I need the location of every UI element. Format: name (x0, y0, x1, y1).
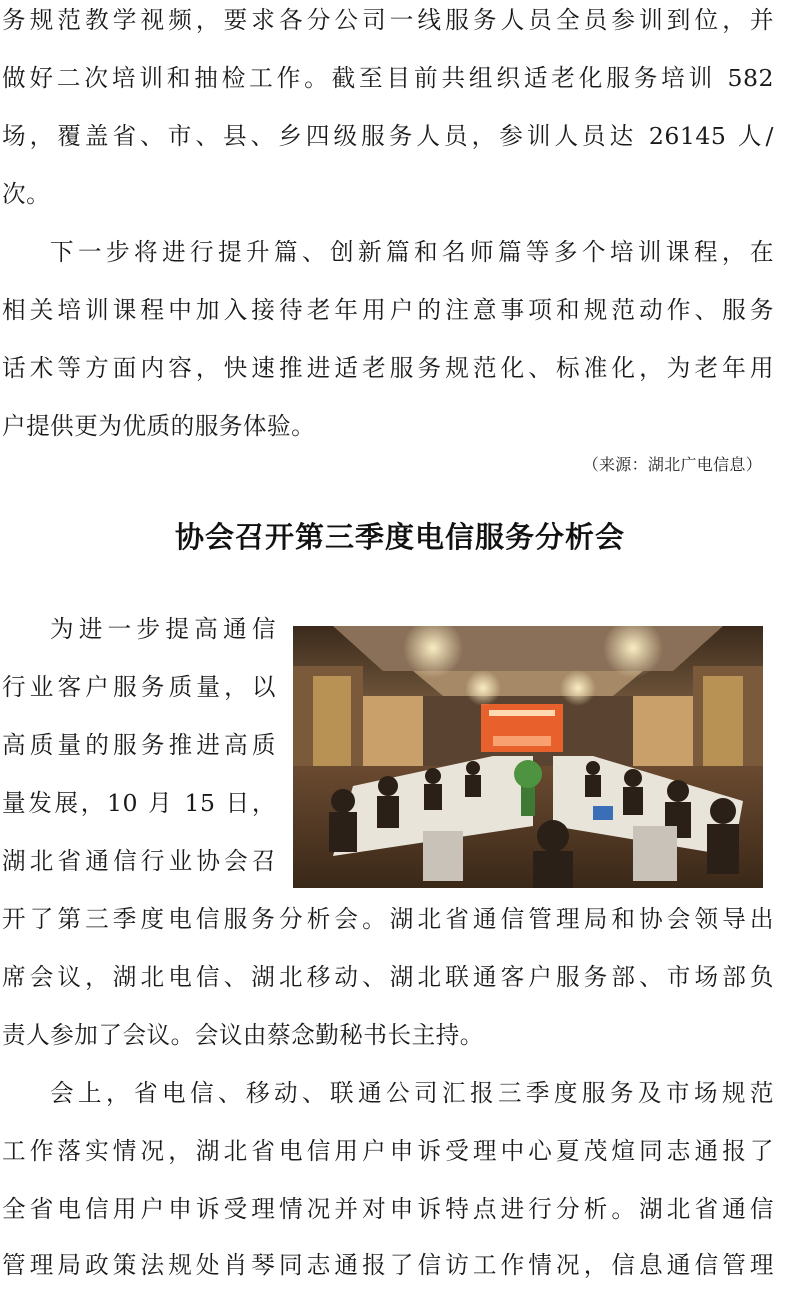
text-line: 户提供更为优质的服务体验。 (2, 412, 316, 440)
text-line: 工作落实情况，湖北省电信用户申诉受理中心夏茂煊同志通报了 (2, 1137, 774, 1165)
text-line: 为进一步提高通信 (50, 615, 276, 643)
text-line: 相关培训课程中加入接待老年用户的注意事项和规范动作、服务 (2, 296, 774, 324)
text-line: 开了第三季度电信服务分析会。湖北省通信管理局和协会领导出 (2, 905, 774, 933)
text-line: 务规范教学视频，要求各分公司一线服务人员全员参训到位，并 (2, 6, 774, 34)
text-line: 席会议，湖北电信、湖北移动、湖北联通客户服务部、市场部负 (2, 963, 774, 991)
text-line: 会上，省电信、移动、联通公司汇报三季度服务及市场规范 (50, 1079, 774, 1107)
text-line: 下一步将进行提升篇、创新篇和名师篇等多个培训课程，在 (50, 238, 774, 266)
text-line: 场，覆盖省、市、县、乡四级服务人员，参训人员达 26145 人/ (2, 122, 774, 150)
text-line: 全省电信用户申诉受理情况并对申诉特点进行分析。湖北省通信 (2, 1195, 774, 1223)
text-line: 管理局政策法规处肖琴同志通报了信访工作情况，信息通信管理 (2, 1251, 774, 1279)
text-line: 行业客户服务质量，以 (2, 673, 276, 701)
text-line: 量发展，10 月 15 日， (2, 789, 276, 817)
text-line: 话术等方面内容，快速推进适老服务规范化、标准化，为老年用 (2, 354, 774, 382)
text-line: 次。 (2, 180, 51, 208)
text-line: 湖北省通信行业协会召 (2, 847, 276, 875)
text-line: 责人参加了会议。会议由蔡念勤秘书长主持。 (2, 1021, 484, 1049)
source-note: （来源：湖北广电信息） (582, 455, 762, 474)
text-line: 做好二次培训和抽检工作。截至目前共组织适老化服务培训 582 (2, 64, 774, 92)
article-title: 协会召开第三季度电信服务分析会 (174, 520, 625, 554)
meeting-photo (293, 626, 763, 888)
text-line: 高质量的服务推进高质 (2, 731, 276, 759)
